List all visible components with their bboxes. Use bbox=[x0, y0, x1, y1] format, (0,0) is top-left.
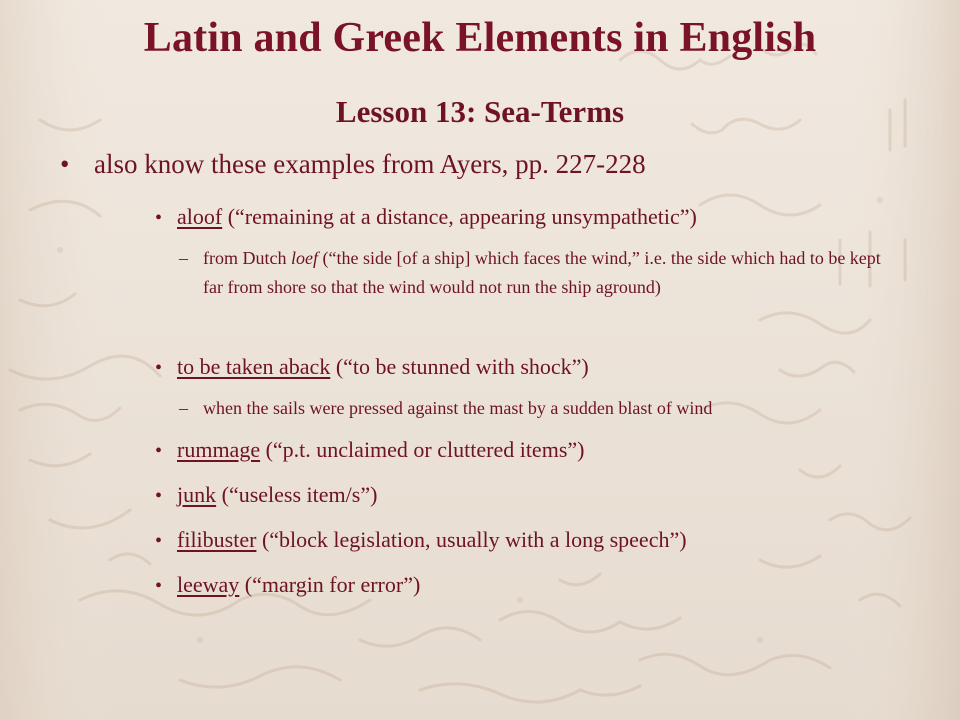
intro-bullet-line bbox=[60, 149, 646, 180]
note-aloof-post: (“the side [of a ship] which faces the wind,” i.e. the side which had to be kept far from shore so that the wind would not run the ship aground) bbox=[203, 248, 881, 297]
note-taken-aback-text: when the sails were pressed against the mast by a sudden blast of wind bbox=[203, 398, 713, 418]
bullet-icon: • bbox=[155, 440, 163, 462]
intro-text: also know these examples from Ayers, pp. 227-228 bbox=[94, 149, 646, 179]
term-leeway: leeway bbox=[177, 572, 240, 597]
bullet-icon: • bbox=[60, 149, 70, 179]
list-item-rummage bbox=[155, 437, 584, 463]
bullet-icon: • bbox=[155, 357, 163, 379]
bullet-icon: • bbox=[155, 485, 163, 507]
gloss-aloof: (“remaining at a distance, appearing unsympathetic”) bbox=[222, 204, 697, 229]
gloss-filibuster: (“block legislation, usually with a long speech”) bbox=[256, 527, 687, 552]
term-aloof: aloof bbox=[177, 204, 223, 229]
note-aloof-italic: loef bbox=[290, 248, 318, 268]
gloss-rummage: (“p.t. unclaimed or cluttered items”) bbox=[260, 437, 585, 462]
term-filibuster: filibuster bbox=[177, 527, 257, 552]
note-aloof-pre: from Dutch bbox=[203, 248, 291, 268]
slide-title: Latin and Greek Elements in English bbox=[143, 15, 817, 61]
term-rummage: rummage bbox=[177, 437, 261, 462]
bullet-icon: • bbox=[155, 530, 163, 552]
gloss-junk: (“useless item/s”) bbox=[216, 482, 378, 507]
dash-icon: – bbox=[179, 248, 188, 268]
list-item-filibuster bbox=[155, 527, 687, 553]
list-item-leeway bbox=[155, 572, 420, 598]
term-junk: junk bbox=[177, 482, 217, 507]
note-taken-aback bbox=[179, 394, 893, 423]
slide-subtitle: Lesson 13: Sea-Terms bbox=[335, 94, 625, 129]
list-item-taken-aback bbox=[155, 354, 589, 380]
bullet-icon: • bbox=[155, 207, 163, 229]
list-item-junk bbox=[155, 482, 377, 508]
note-aloof bbox=[179, 244, 893, 302]
list-item-aloof bbox=[155, 204, 697, 230]
gloss-leeway: (“margin for error”) bbox=[239, 572, 421, 597]
dash-icon: – bbox=[179, 398, 188, 418]
bullet-icon: • bbox=[155, 575, 163, 597]
gloss-taken-aback: (“to be stunned with shock”) bbox=[330, 354, 589, 379]
term-taken-aback: to be taken aback bbox=[177, 354, 331, 379]
